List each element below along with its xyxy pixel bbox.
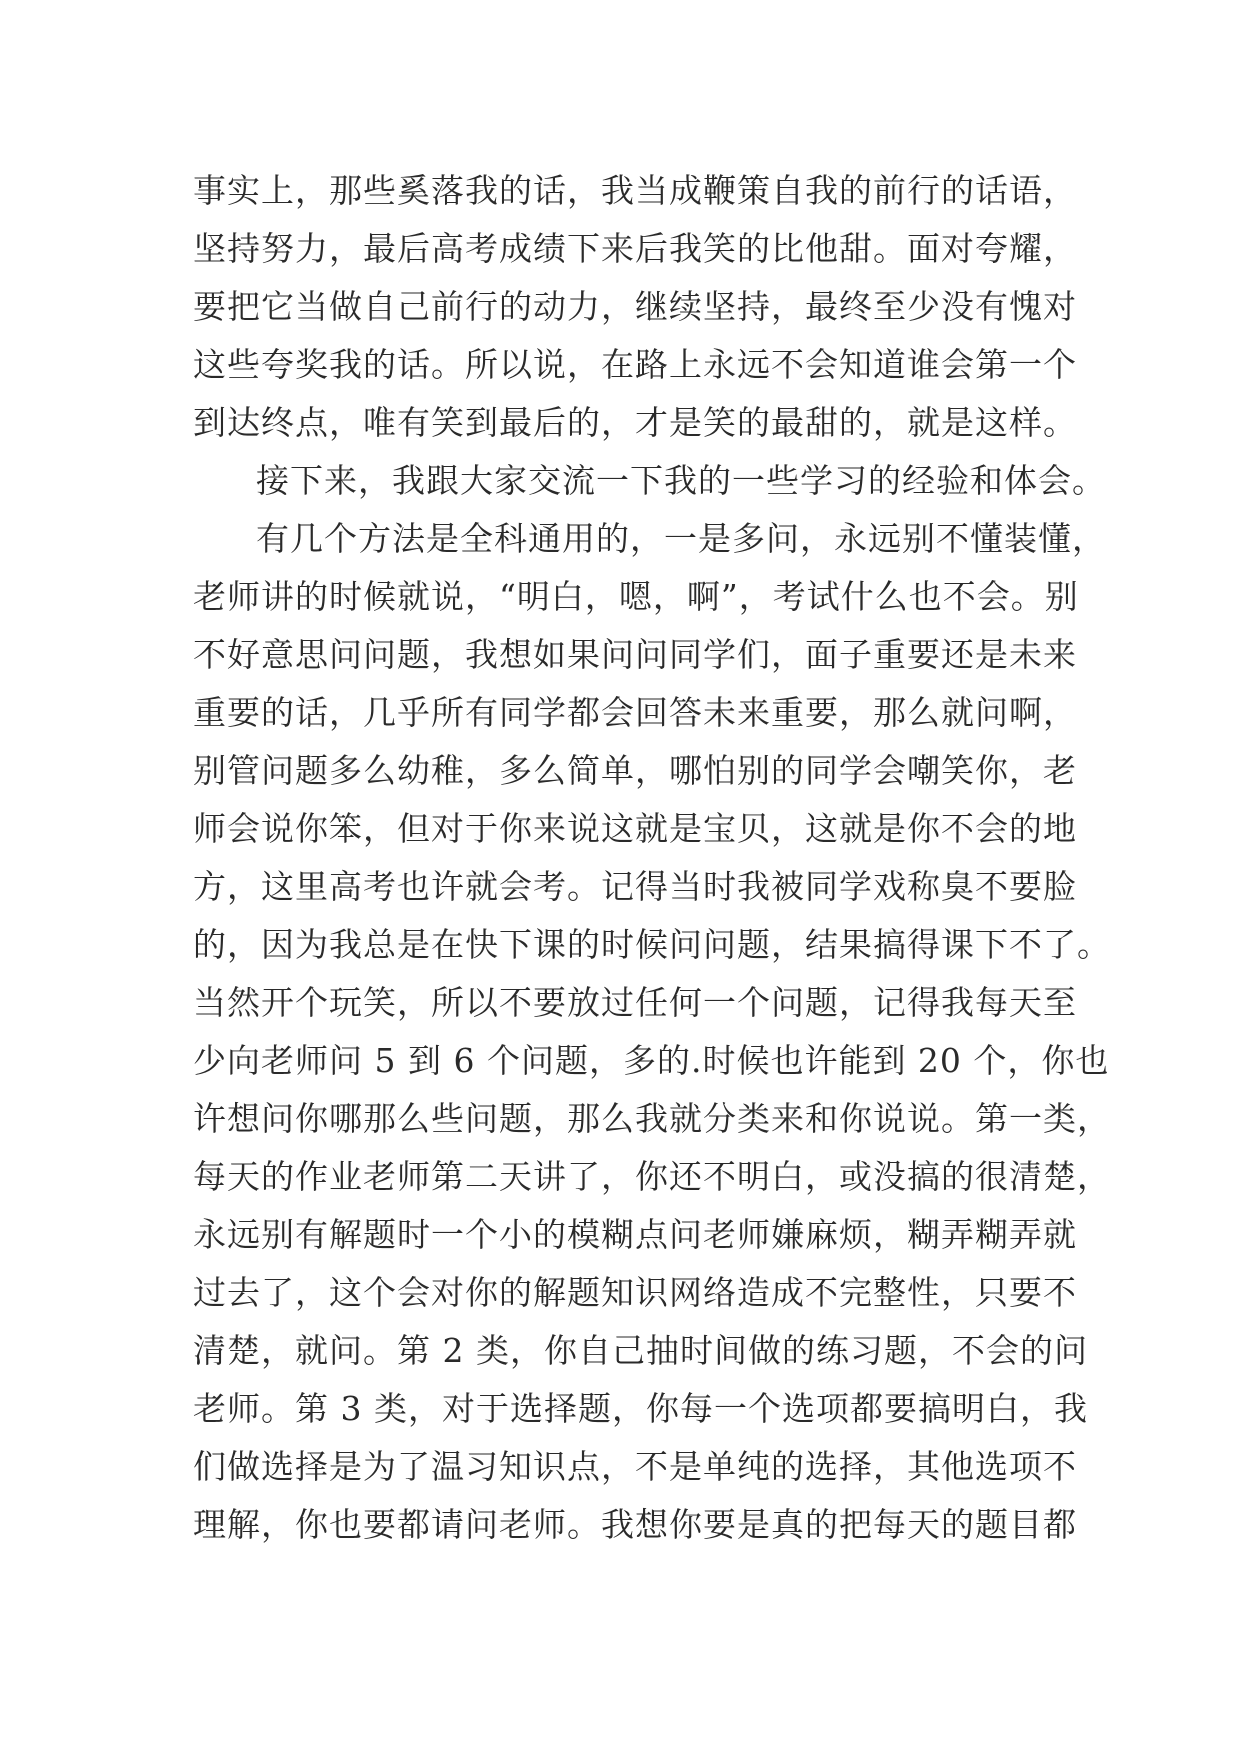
text-line: 事实上，那些奚落我的话，我当成鞭策自我的前行的话语， xyxy=(193,171,1077,210)
text-line: 过去了，这个会对你的解题知识网络造成不完整性，只要不 xyxy=(193,1273,1077,1312)
text-line: 这些夸奖我的话。所以说，在路上永远不会知道谁会第一个 xyxy=(193,345,1077,384)
text-line: 许想问你哪那么些问题，那么我就分类来和你说说。第一类， xyxy=(193,1099,1111,1138)
text-line: 清楚，就问。第 2 类，你自己抽时间做的练习题，不会的问 xyxy=(193,1331,1088,1370)
text-line: 重要的话，几乎所有同学都会回答未来重要，那么就问啊， xyxy=(193,693,1077,732)
text-line: 的，因为我总是在快下课的时候问问题，结果搞得课下不了。 xyxy=(193,925,1111,964)
text-line: 方，这里高考也许就会考。记得当时我被同学戏称臭不要脸 xyxy=(193,867,1077,906)
text-line: 不好意思问问题，我想如果问问同学们，面子重要还是未来 xyxy=(193,635,1077,674)
text-line: 永远别有解题时一个小的模糊点问老师嫌麻烦，糊弄糊弄就 xyxy=(193,1215,1077,1254)
body-text xyxy=(193,162,1111,1554)
text-line: 少向老师问 5 到 6 个问题，多的.时候也许能到 20 个，你也 xyxy=(193,1041,1110,1080)
text-line: 到达终点，唯有笑到最后的，才是笑的最甜的，就是这样。 xyxy=(193,403,1077,442)
text-line: 当然开个玩笑，所以不要放过任何一个问题，记得我每天至 xyxy=(193,983,1077,1022)
paragraph-start-line: 有几个方法是全科通用的，一是多问，永远别不懂装懂， xyxy=(256,519,1106,558)
text-line: 老师讲的时候就说，“明白，嗯，啊”，考试什么也不会。别 xyxy=(193,577,1079,616)
text-line: 老师。第 3 类，对于选择题，你每一个选项都要搞明白，我 xyxy=(193,1389,1088,1428)
text-line: 别管问题多么幼稚，多么简单，哪怕别的同学会嘲笑你，老 xyxy=(193,751,1077,790)
text-line: 每天的作业老师第二天讲了，你还不明白，或没搞的很清楚， xyxy=(193,1157,1111,1196)
text-line: 坚持努力，最后高考成绩下来后我笑的比他甜。面对夸耀， xyxy=(193,229,1077,268)
text-line: 们做选择是为了温习知识点，不是单纯的选择，其他选项不 xyxy=(193,1447,1077,1486)
text-line: 要把它当做自己前行的动力，继续坚持，最终至少没有愧对 xyxy=(193,287,1077,326)
text-line: 理解，你也要都请问老师。我想你要是真的把每天的题目都 xyxy=(193,1505,1077,1544)
text-line: 师会说你笨，但对于你来说这就是宝贝，这就是你不会的地 xyxy=(193,809,1077,848)
paragraph-start-line: 接下来，我跟大家交流一下我的一些学习的经验和体会。 xyxy=(256,461,1106,500)
